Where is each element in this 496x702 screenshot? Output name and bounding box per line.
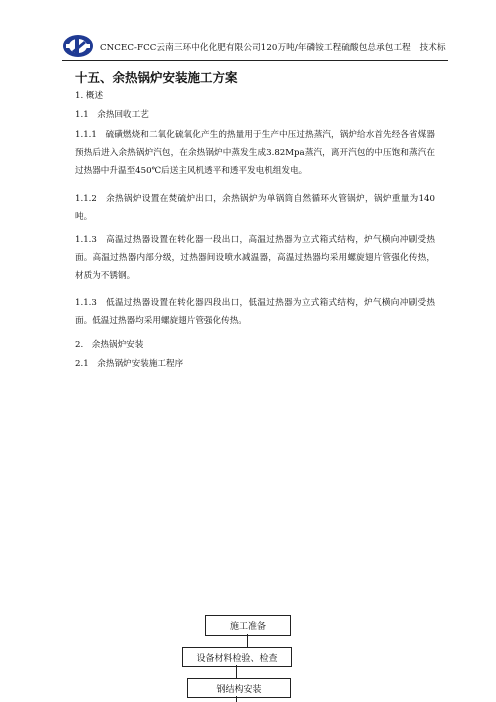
paragraph-1-1-1: 1.1.1 硫磺燃烧和二氧化硫氧化产生的热量用于生产中压过热蒸汽，锅炉给水首先经各省煤器预热后进入余热锅炉汽包，在余热锅炉中蒸发生成3.82Mpa蒸汽，离开汽包的中压饱和蒸汽在过热器中升温至450℃后送主风机透平和透平发电机组发电。 [75,130,435,177]
flow-connector [236,696,237,702]
paragraph-1-1-3-high: 1.1.3 高温过热器设置在转化器一段出口，高温过热器为立式箱式结构，炉气横向冲刷受热面。高温过热器内部分级，过热器间设喷水减温器，高温过热器均采用螺旋翅片管强化传热，材质为不锈钢。 [75,235,435,282]
heading-procedure: 2.1 余热锅炉安装施工程序 [75,359,184,369]
flow-step-inspection: 设备材料检验、检查 [182,647,292,667]
flow-connector [247,634,248,647]
paragraph-1-1-2: 1.1.2 余热锅炉设置在焚硫炉出口，余热锅炉为单锅筒自然循环火管锅炉，锅炉重量为140吨。 [75,194,435,223]
header-title: CNCEC-FCC云南三环中化化肥有限公司120万吨/年磷铵工程硫酸包总承包工程 技术标 [100,43,446,53]
section-title: 十五、余热锅炉安装施工方案 [75,70,238,85]
page-header [62,34,448,61]
heading-overview: 1. 概述 [75,91,104,101]
heading-boiler-install: 2. 余热锅炉安装 [75,340,144,350]
flow-step-preparation: 施工准备 [205,615,291,636]
heading-heat-recovery: 1.1 余热回收工艺 [75,110,149,120]
paragraph-1-1-3-low: 1.1.3 低温过热器设置在转化器四段出口，低温过热器为立式箱式结构，炉气横向冲刷受热面。低温过热器均采用螺旋翅片管强化传热。 [75,298,435,327]
flow-connector [236,665,237,678]
flow-step-steel-structure: 钢结构安装 [187,678,291,698]
company-logo-icon [62,34,94,58]
